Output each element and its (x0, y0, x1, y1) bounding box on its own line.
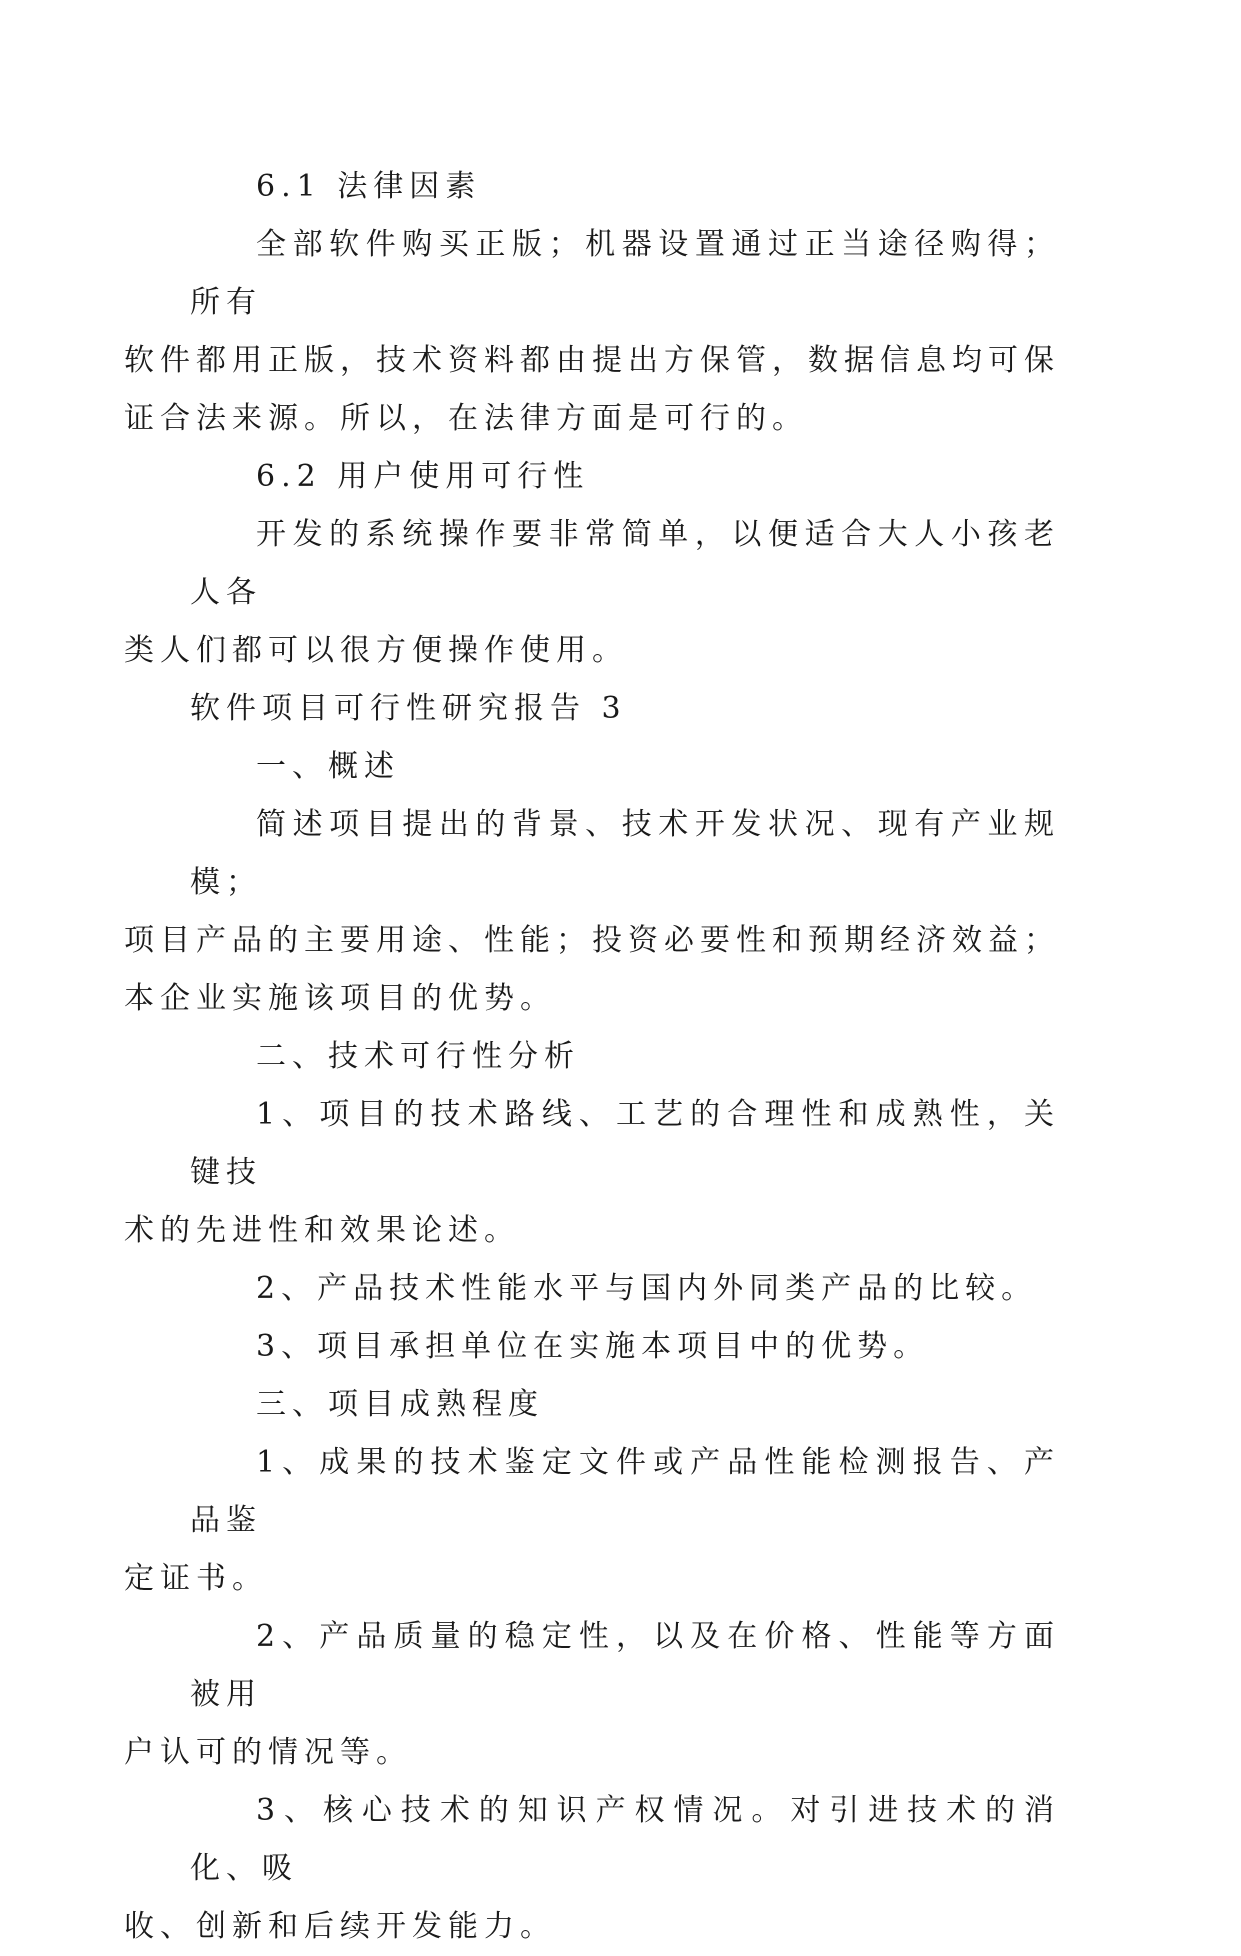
heading-technical-feasibility (190, 1028, 1060, 1086)
heading-maturity (190, 1376, 1060, 1434)
text-line: 1、项目的技术路线、工艺的合理性和成熟性，关键技 (190, 1097, 1060, 1190)
text-line: 2、产品质量的稳定性，以及在价格、性能等方面被用 (190, 1619, 1060, 1712)
text-line: 1、成果的技术鉴定文件或产品性能检测报告、产品鉴 (190, 1445, 1060, 1538)
paragraph-overview (124, 796, 1060, 1028)
text-line: 全部软件购买正版；机器设置通过正当途径购得；所有 (190, 227, 1060, 320)
heading-user-feasibility (190, 448, 1060, 506)
text-line: 三、项目成熟程度 (256, 1387, 544, 1422)
text-line: 3、项目承担单位在实施本项目中的优势。 (256, 1329, 930, 1364)
text-line: 定证书。 (124, 1561, 268, 1596)
text-line: 软件都用正版，技术资料都由提出方保管，数据信息均可保 (124, 343, 1060, 378)
text-line: 本企业实施该项目的优势。 (124, 981, 556, 1016)
text-line: 软件项目可行性研究报告 3 (190, 691, 627, 726)
text-line: 类人们都可以很方便操作使用。 (124, 633, 628, 668)
text-line: 6.1 法律因素 (256, 169, 482, 204)
text-line: 证合法来源。所以，在法律方面是可行的。 (124, 401, 808, 436)
text-line: 收、创新和后续开发能力。 (124, 1909, 556, 1944)
text-line: 一、概述 (256, 749, 400, 784)
text-line: 6.2 用户使用可行性 (256, 459, 590, 494)
document-page (124, 158, 1060, 1956)
text-line: 3、核心技术的知识产权情况。对引进技术的消化、吸 (190, 1793, 1060, 1886)
list-item (190, 1318, 1060, 1376)
text-line: 简述项目提出的背景、技术开发状况、现有产业规模； (190, 807, 1060, 900)
list-item (124, 1782, 1060, 1956)
list-item (124, 1086, 1060, 1260)
text-line: 项目产品的主要用途、性能；投资必要性和预期经济效益； (124, 923, 1060, 958)
paragraph-user (124, 506, 1060, 680)
paragraph-legal (124, 216, 1060, 448)
text-line: 术的先进性和效果论述。 (124, 1213, 520, 1248)
text-line: 开发的系统操作要非常简单，以便适合大人小孩老人各 (190, 517, 1060, 610)
text-line: 2、产品技术性能水平与国内外同类产品的比较。 (256, 1271, 1038, 1306)
heading-overview (190, 738, 1060, 796)
list-item (124, 1608, 1060, 1782)
list-item (190, 1260, 1060, 1318)
heading-legal-factors (190, 158, 1060, 216)
text-line: 户认可的情况等。 (124, 1735, 412, 1770)
report-title (190, 680, 1060, 738)
text-line: 二、技术可行性分析 (256, 1039, 580, 1074)
list-item (124, 1434, 1060, 1608)
